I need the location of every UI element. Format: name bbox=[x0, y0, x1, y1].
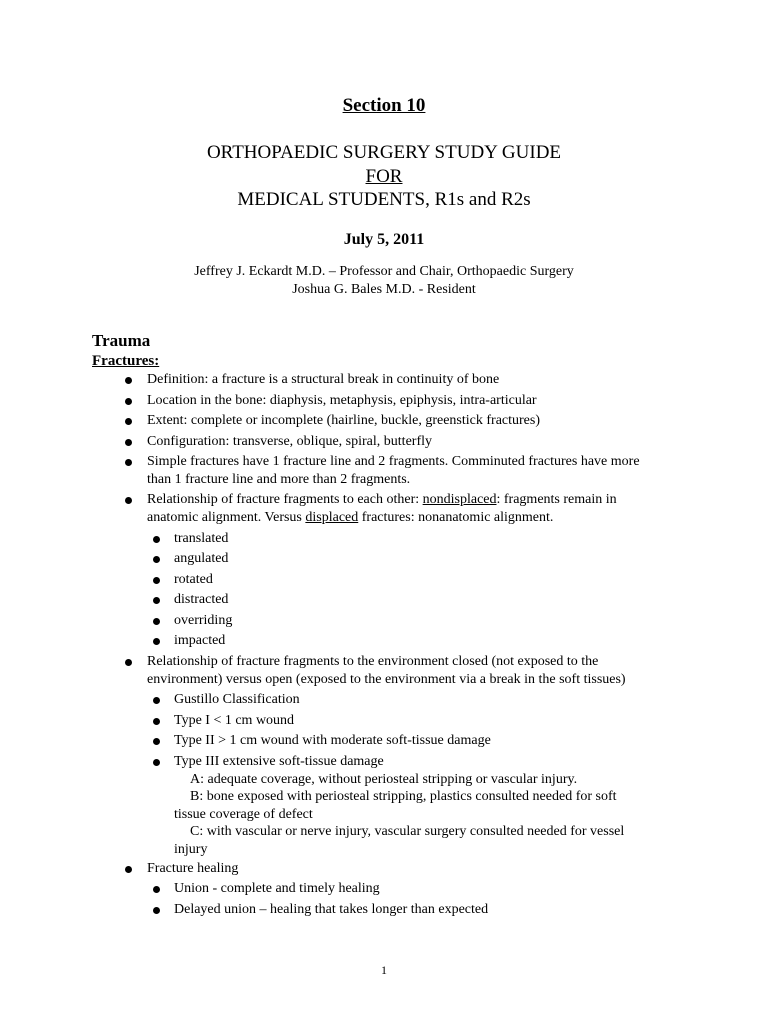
bullet bbox=[153, 556, 160, 563]
text-run: : fragments remain in bbox=[496, 492, 617, 507]
bullet bbox=[153, 618, 160, 625]
sub-item-type3: Type III extensive soft-tissue damage bbox=[174, 754, 384, 769]
page-number: 1 bbox=[381, 963, 387, 977]
underlined-term-nondisplaced: nondisplaced bbox=[422, 492, 497, 507]
bullet bbox=[125, 418, 132, 425]
bullet bbox=[125, 398, 132, 405]
type3-subtype-b-line2: tissue coverage of defect bbox=[174, 807, 313, 822]
sub-item-displacement: distracted bbox=[174, 592, 229, 607]
underlined-term-displaced: displaced bbox=[305, 510, 359, 525]
bullet bbox=[153, 718, 160, 725]
guide-title-line3: MEDICAL STUDENTS, R1s and R2s bbox=[237, 189, 531, 210]
sub-item-displacement: impacted bbox=[174, 633, 226, 648]
author-line2: Joshua G. Bales M.D. - Resident bbox=[292, 282, 476, 297]
list-item-relationship-line1 bbox=[147, 491, 617, 509]
bullet bbox=[153, 738, 160, 745]
list-item-simple-line2: than 1 fracture line and more than 2 fragments. bbox=[147, 472, 411, 487]
bullet bbox=[153, 697, 160, 704]
sub-item-gustillo: Gustillo Classification bbox=[174, 692, 300, 707]
sub-item-displacement: overriding bbox=[174, 613, 233, 628]
bullet bbox=[125, 659, 132, 666]
type3-subtype-b-line1: B: bone exposed with periosteal stripping, plastics consulted needed for soft bbox=[190, 789, 617, 804]
bullet bbox=[125, 497, 132, 504]
type3-subtype-a: A: adequate coverage, without periosteal stripping or vascular injury. bbox=[190, 772, 578, 787]
list-item-definition: Definition: a fracture is a structural break in continuity of bone bbox=[147, 372, 500, 387]
type3-subtype-c-line2: injury bbox=[174, 842, 208, 857]
bullet bbox=[153, 907, 160, 914]
list-item-fracture-healing: Fracture healing bbox=[147, 861, 239, 876]
text-run: anatomic alignment. Versus bbox=[147, 510, 306, 525]
fractures-subheading: Fractures: bbox=[92, 353, 160, 369]
list-item-location: Location in the bone: diaphysis, metaphysis, epiphysis, intra-articular bbox=[147, 393, 537, 408]
bullet bbox=[125, 377, 132, 384]
section-heading: Section 10 bbox=[342, 95, 426, 116]
sub-item-displacement: translated bbox=[174, 531, 229, 546]
text-run: Relationship of fracture fragments to each other: bbox=[147, 492, 423, 507]
guide-title-line2: FOR bbox=[365, 166, 403, 187]
type3-subtype-c-line1: C: with vascular or nerve injury, vascular surgery consulted needed for vessel bbox=[190, 824, 625, 839]
trauma-heading: Trauma bbox=[92, 331, 151, 350]
sub-item-delayed-union: Delayed union – healing that takes longer than expected bbox=[174, 902, 489, 917]
list-item-environment-line2: environment) versus open (exposed to the environment via a break in the soft tissues) bbox=[147, 672, 626, 687]
bullet bbox=[125, 866, 132, 873]
document-date: July 5, 2011 bbox=[343, 231, 425, 248]
list-item-configuration: Configuration: transverse, oblique, spiral, butterfly bbox=[147, 434, 432, 449]
list-item-relationship-line2 bbox=[147, 509, 553, 527]
sub-item-displacement: rotated bbox=[174, 572, 213, 587]
list-item-environment-line1: Relationship of fracture fragments to the environment closed (not exposed to the bbox=[147, 654, 599, 669]
list-item-simple-line1: Simple fractures have 1 fracture line and 2 fragments. Comminuted fractures have more bbox=[147, 454, 640, 469]
sub-item-type2: Type II > 1 cm wound with moderate soft-tissue damage bbox=[174, 733, 491, 748]
bullet bbox=[153, 759, 160, 766]
sub-item-type1: Type I < 1 cm wound bbox=[174, 713, 295, 728]
sub-item-displacement: angulated bbox=[174, 551, 229, 566]
sub-item-union: Union - complete and timely healing bbox=[174, 881, 380, 896]
bullet bbox=[153, 577, 160, 584]
bullet bbox=[153, 597, 160, 604]
bullet bbox=[125, 459, 132, 466]
author-line1: Jeffrey J. Eckardt M.D. – Professor and Chair, Orthopaedic Surgery bbox=[194, 264, 574, 279]
bullet bbox=[153, 536, 160, 543]
list-item-extent: Extent: complete or incomplete (hairline, buckle, greenstick fractures) bbox=[147, 413, 541, 428]
bullet bbox=[125, 439, 132, 446]
bullet bbox=[153, 886, 160, 893]
guide-title-line1: ORTHOPAEDIC SURGERY STUDY GUIDE bbox=[206, 142, 562, 163]
bullet bbox=[153, 638, 160, 645]
text-run: fractures: nonanatomic alignment. bbox=[358, 510, 554, 525]
